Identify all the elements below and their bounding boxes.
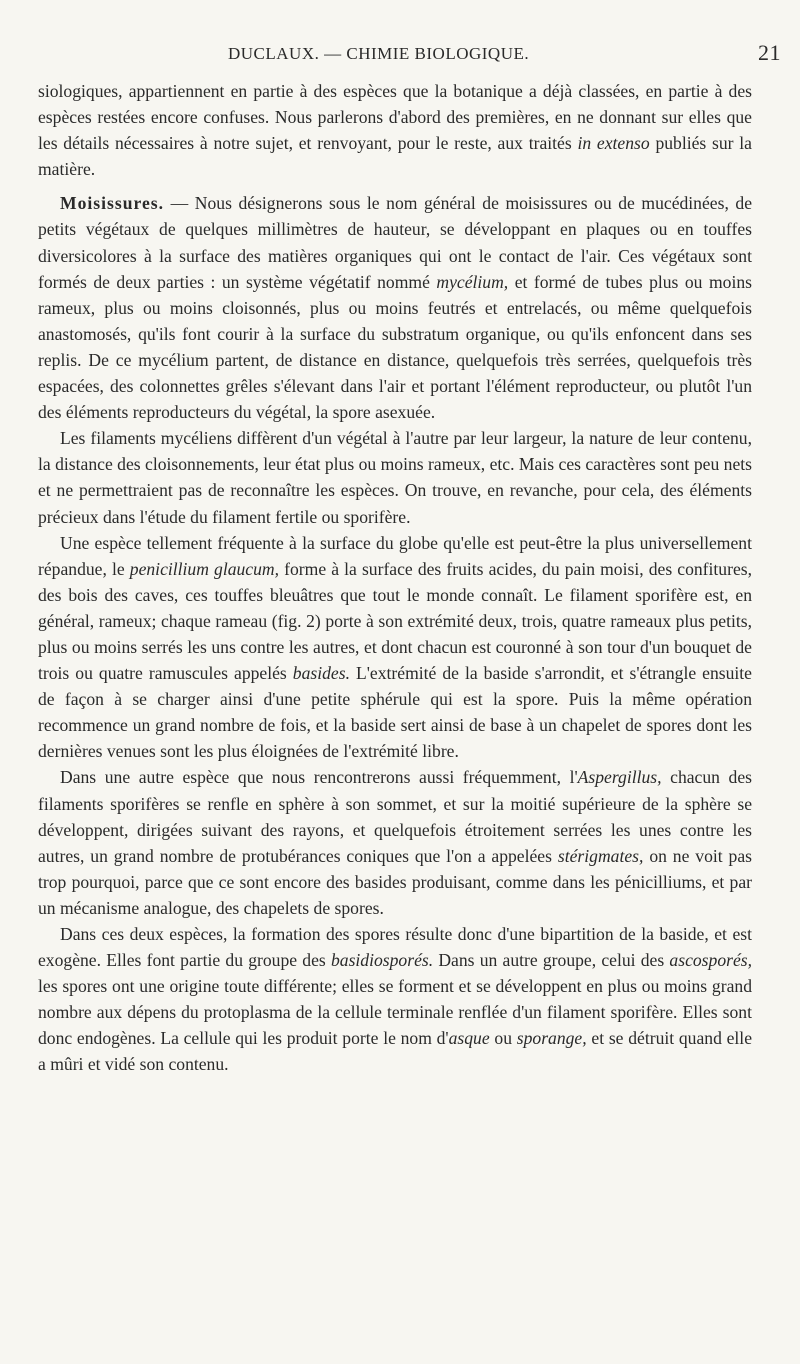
- paragraph-4: [38, 530, 752, 765]
- text-run: et formé de tubes plus ou moins rameux, plus ou moins cloisonnés, plus ou moins feutrés et entrelacés, ou même quelquefois anastomosés, qu'ils font courir à la surface du substratum organique, ou qu'ils enfoncent dans ses replis. De ce mycélium partent, de distance en distance, quelquefois très serrées, quelquefois très espacées, des colonnettes grêles s'élevant dans l'air et portant l'élément reproducteur, ou plutôt l'un des éléments reproducteurs du végétal, la spore asexuée.: [38, 271, 752, 423]
- italic-term: stérigmates,: [557, 845, 644, 866]
- page-header: [0, 40, 800, 70]
- text-run: chacun des filaments sporifères se renfle en sphère à son sommet, et sur la moitié supérieure de la sphère se développent, dirigées suivant des rayons, et quelquefois étroitement serrées les unes contre les autres, un grand nombre de protubérances coniques que l'on a appelées: [38, 767, 752, 866]
- italic-term: penicillium glaucum,: [129, 558, 280, 579]
- text-run: Une espèce tellement fréquente à la surface du globe qu'elle est peut-être la plus universellement répandue, le: [38, 532, 752, 579]
- text-run: Dans ces deux espèces, la formation des spores résulte donc d'une bipartition de la baside, et est exogène. Elles font partie du groupe des: [38, 924, 752, 971]
- text-run: — Nous désignerons sous le nom général de moisissures ou de mucédinées, de petits végétaux de quelques millimètres de hauteur, se développant en plaques ou en touffes diversicolores à la surface des matières organiques qui ont le contact de l'air. Ces végétaux sont formés de deux parties : un système végétatif nommé: [38, 193, 753, 292]
- text-run: et se détruit quand elle a mûri et vidé son contenu.: [38, 1028, 753, 1075]
- paragraph-5: [38, 764, 752, 921]
- italic-term: basides.: [292, 663, 350, 684]
- italic-term: basidiosporés.: [330, 950, 434, 971]
- text-run: siologiques, appartiennent en partie à des espèces que la botanique a déjà classées, en partie à des espèces restées encore confuses. Nous parlerons d'abord des premières, en ne donnant sur elles que les détails nécessaires à notre sujet, et renvoyant, pour le reste, aux traités: [38, 81, 752, 154]
- text-run: Dans un autre groupe, celui des: [438, 950, 665, 971]
- italic-term: ascosporés,: [669, 950, 753, 971]
- section-heading: Moisissures.: [60, 193, 165, 214]
- text-run: Les filaments mycéliens diffèrent d'un végétal à l'autre par leur largeur, la nature de leur contenu, la distance des cloisonnements, leur état plus ou moins rameux, etc. Mais ces caractères sont peu nets et ne permettraient pas de reconnaître les espèces. On trouve, en revanche, pour cela, des éléments précieux dans l'étude du filament fertile ou sporifère.: [38, 428, 752, 527]
- paragraph-1: [38, 78, 752, 182]
- italic-term: in extenso: [577, 133, 650, 154]
- text-run: les spores ont une origine toute différente; elles se forment et se développent en plus ou moins grand nombre aux dépens du protoplasma de la cellule terminale renflée d'un filament sporifère. Elles sont donc endogènes. La cellule qui les produit porte le nom d': [38, 976, 752, 1049]
- paragraph-3: [38, 425, 752, 529]
- body-text: [38, 78, 752, 1078]
- italic-term: Aspergillus,: [577, 767, 662, 788]
- text-run: forme à la surface des fruits acides, du pain moisi, des confitures, des bois des caves, ces touffes bleuâtres que tout le monde connaît. Le filament sporifère est, en général, rameux; chaque rameau (fig. 2) porte à son extrémité deux, trois, quatre rameaux plus petits, plus ou moins serrés les uns contre les autres, et dont chacun est couronné à son tour d'un bouquet de trois ou quatre ramuscules appelés: [38, 558, 753, 684]
- paragraph-6: [38, 921, 752, 1078]
- text-run: on ne voit pas trop pourquoi, parce que ce sont encore des basides produisant, comme dans les pénicilliums, et par un mécanisme analogue, des chapelets de spores.: [38, 845, 753, 918]
- text-run: publiés sur la matière.: [38, 133, 752, 180]
- italic-term: mycélium,: [436, 271, 509, 292]
- running-head: DUCLAUX. — CHIMIE BIOLOGIQUE.: [228, 44, 530, 63]
- page-number: 21: [758, 40, 781, 65]
- text-run: L'extrémité de la baside s'arrondit, et s'étrangle ensuite de façon à se charger ainsi d'une petite sphérule qui est la spore. Puis la même opération recommence un grand nombre de fois, et la baside sert ainsi de base à un chapelet de spores dont les dernières venues sont les plus éloignées de l'extrémité libre.: [38, 663, 752, 762]
- italic-term: asque: [448, 1028, 490, 1049]
- text-run: ou: [494, 1028, 512, 1049]
- text-run: Dans une autre espèce que nous rencontrerons aussi fréquemment, l': [60, 767, 578, 788]
- paragraph-moisissures: [38, 190, 752, 425]
- italic-term: sporange,: [516, 1028, 587, 1049]
